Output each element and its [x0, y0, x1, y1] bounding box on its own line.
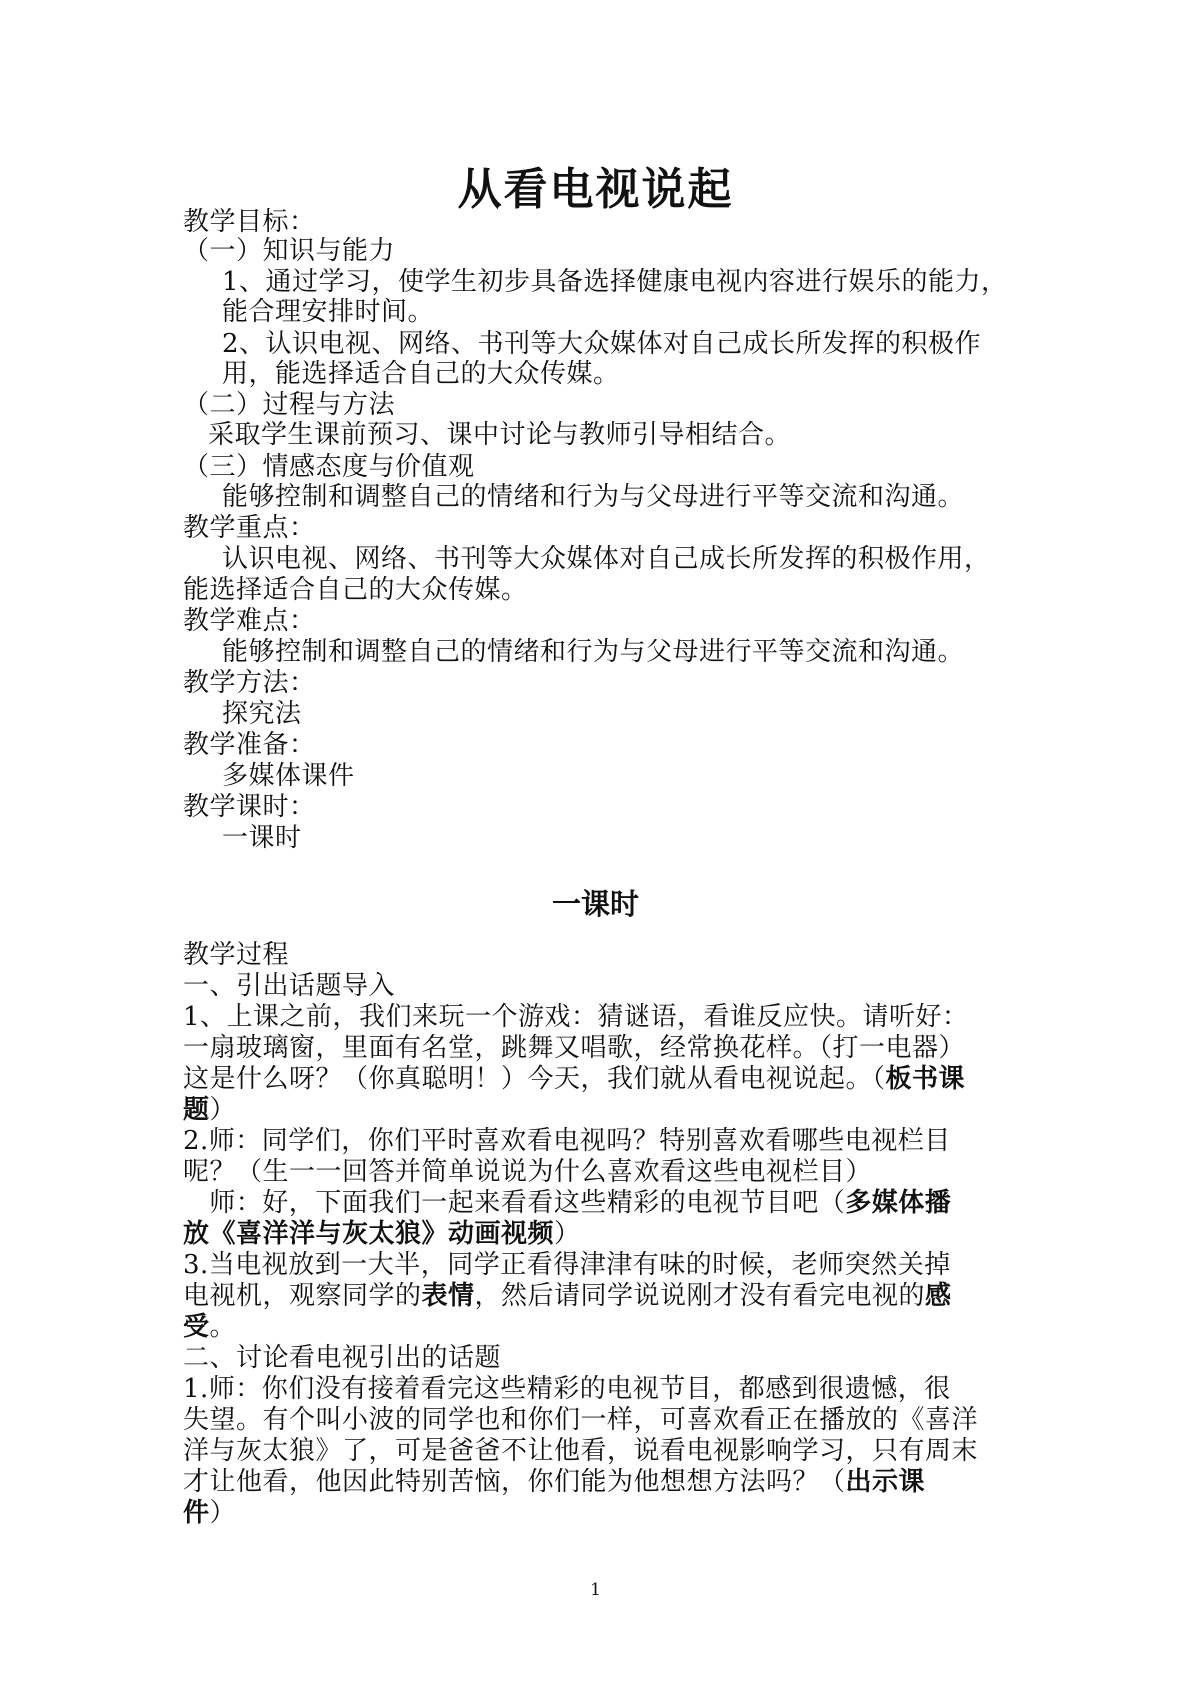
page-title: 从看电视说起	[457, 164, 734, 215]
key-points-line-2: 能选择适合自己的大众传媒。	[183, 575, 528, 605]
question-1-line-4	[183, 1466, 925, 1498]
difficulties-heading: 教学难点：	[183, 606, 316, 636]
difficulties-text: 能够控制和调整自己的情绪和行为与父母进行平等交流和沟通。	[222, 637, 965, 667]
question-1-line-5-text: ）	[209, 1498, 237, 1528]
paragraph-1-line-2: 一扇玻璃窗，里面有名堂，跳舞又唱歌，经常换花样。（打一电器）	[183, 1033, 966, 1063]
paragraph-1-line-3	[183, 1063, 965, 1095]
objective-3-heading: （三）情感态度与价值观	[183, 452, 475, 482]
paragraph-2-line-2: 呢？（生一一回答并简单说说为什么喜欢看这些电视栏目）	[183, 1157, 873, 1187]
objectives-heading: 教学目标：	[183, 207, 316, 237]
paragraph-1-line-3-text: 这是什么呀？（你真聪明！）今天，我们就从看电视说起。（	[183, 1064, 886, 1094]
class-hours-heading: 教学课时：	[183, 792, 316, 822]
objective-1-item-1-line-2: 能合理安排时间。	[222, 297, 435, 327]
courseware-emphasis: 出示课	[845, 1467, 926, 1497]
question-1-line-5	[183, 1497, 236, 1529]
part-2-heading: 二、讨论看电视引出的话题	[183, 1343, 502, 1373]
objective-1-item-1-line-1: 1、通过学习，使学生初步具备选择健康电视内容进行娱乐的能力，	[222, 267, 1008, 297]
objective-1-item-2-line-1: 2、认识电视、网络、书刊等大众媒体对自己成长所发挥的积极作	[222, 329, 982, 359]
section-title: 一课时	[551, 887, 639, 921]
question-1-line-3: 洋与灰太狼》了，可是爸爸不让他看，说看电视影响学习，只有周末	[183, 1436, 979, 1466]
page-number: 1	[590, 1580, 601, 1600]
preparation-text: 多媒体课件	[222, 761, 355, 791]
paragraph-3-line-2-text-a: 电视机，观察同学的	[183, 1281, 422, 1311]
courseware-emphasis-end: 件	[183, 1498, 210, 1528]
feeling-emphasis: 感	[925, 1281, 952, 1311]
method-text: 探究法	[222, 699, 302, 729]
paragraph-3-line-2-text-b: ，然后请同学说说刚才没有看完电视的	[474, 1281, 926, 1311]
objective-2-heading: （二）过程与方法	[183, 390, 396, 420]
paragraph-1-line-1: 1、上课之前，我们来玩一个游戏：猜谜语，看谁反应快。请听好：	[183, 1002, 969, 1032]
key-points-line-1: 认识电视、网络、书刊等大众媒体对自己成长所发挥的积极作用，	[222, 544, 991, 574]
paragraph-2-line-3-text: 师：好，下面我们一起来看看这些精彩的电视节目吧（	[183, 1188, 846, 1218]
board-title-emphasis: 板书课	[885, 1064, 966, 1094]
paragraph-3-line-3-text: 。	[209, 1312, 237, 1342]
question-1-line-4-text: 才让他看，他因此特别苦恼，你们能为他想想方法吗？（	[183, 1467, 846, 1497]
paragraph-3-line-1: 3.当电视放到一大半，同学正看得津津有味的时候，老师突然关掉	[183, 1250, 951, 1280]
method-heading: 教学方法：	[183, 668, 316, 698]
paragraph-2-line-4	[183, 1218, 581, 1250]
paragraph-2-line-4-text: ）	[554, 1219, 581, 1249]
objective-1-heading: （一）知识与能力	[183, 236, 396, 266]
objective-3-text: 能够控制和调整自己的情绪和行为与父母进行平等交流和沟通。	[222, 482, 965, 512]
board-title-emphasis-end: 题	[183, 1095, 210, 1125]
objective-2-text: 采取学生课前预习、课中讨论与教师引导相结合。	[208, 420, 792, 450]
part-1-heading: 一、引出话题导入	[183, 971, 396, 1001]
class-hours-text: 一课时	[222, 823, 302, 853]
feeling-emphasis-end: 受	[183, 1312, 210, 1342]
paragraph-3-line-3	[183, 1311, 236, 1343]
expression-emphasis: 表情	[421, 1281, 475, 1311]
paragraph-3-line-2	[183, 1280, 952, 1312]
objective-1-item-2-line-2: 用，能选择适合自己的大众传媒。	[222, 359, 620, 389]
paragraph-2-line-1: 2.师：同学们，你们平时喜欢看电视吗？特别喜欢看哪些电视栏目	[183, 1126, 951, 1156]
paragraph-2-line-3	[183, 1187, 951, 1219]
key-points-heading: 教学重点：	[183, 513, 316, 543]
multimedia-emphasis: 多媒体播	[845, 1188, 952, 1218]
question-1-line-1: 1.师：你们没有接着看完这些精彩的电视节目，都感到很遗憾，很	[183, 1374, 951, 1404]
multimedia-emphasis-end: 放《喜洋洋与灰太狼》动画视频	[183, 1219, 555, 1249]
paragraph-1-line-4-text: ）	[209, 1095, 237, 1125]
paragraph-1-line-4	[183, 1094, 236, 1126]
question-1-line-2: 失望。有个叫小波的同学也和你们一样，可喜欢看正在播放的《喜洋	[183, 1405, 979, 1435]
preparation-heading: 教学准备：	[183, 730, 316, 760]
process-heading: 教学过程	[183, 940, 290, 970]
